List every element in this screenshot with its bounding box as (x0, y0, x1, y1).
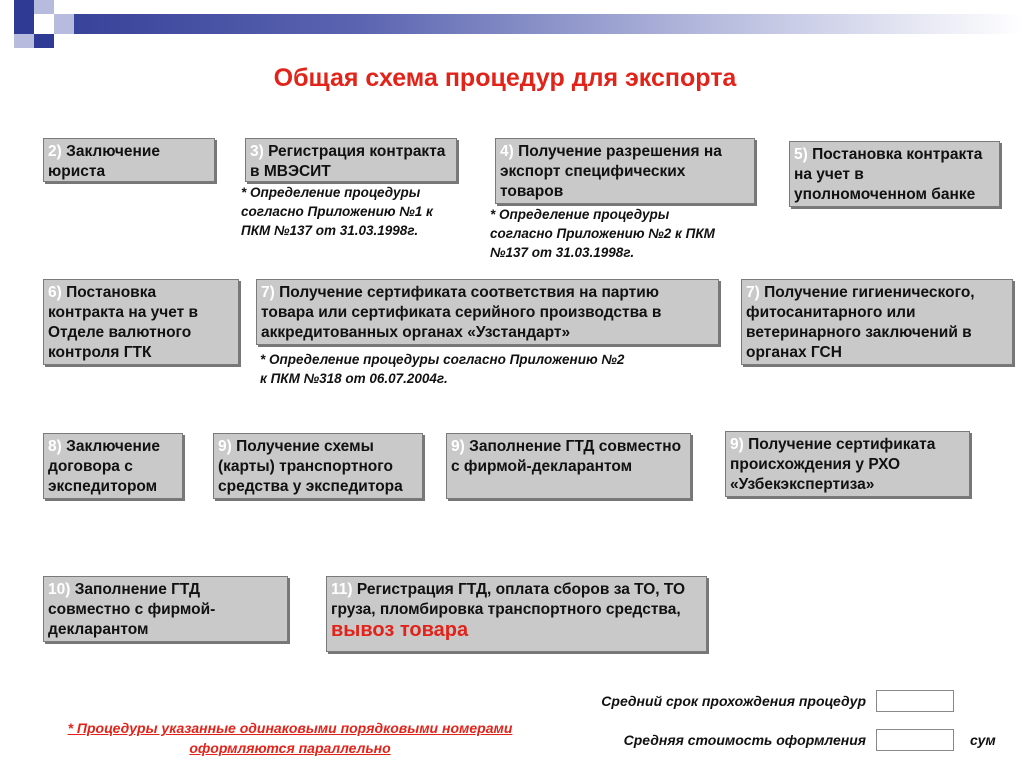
procedure-box-gtd-fill: 9) Заполнение ГТД совместно с фирмой-декларантом (446, 433, 691, 499)
decor-square (14, 34, 34, 48)
avg-time-field[interactable] (876, 690, 954, 712)
currency-label: сум (970, 732, 996, 748)
procedure-box-registration: 3) Регистрация контракта в МВЭСИТ (245, 138, 457, 182)
avg-cost-field[interactable] (876, 729, 954, 751)
note-export-permit: * Определение процедуры согласно Приложению №2 к ПКМ №137 от 31.03.1998г. (490, 207, 715, 260)
avg-cost-label: Средняя стоимость оформления (623, 732, 866, 748)
decor-square (34, 0, 54, 14)
procedure-box-lawyer: 2) Заключение юриста (43, 138, 215, 182)
procedure-box-gtd-registration: 11) Регистрация ГТД, оплата сборов за ТО, ТО груза, пломбировка транспортного средства, вывоз товара (326, 576, 707, 652)
procedure-box-bank: 5) Постановка контракта на учет в уполномоченном банке (789, 141, 1000, 207)
note-certificate: * Определение процедуры согласно Приложению №2 к ПКМ №318 от 06.07.2004г. (260, 352, 625, 386)
procedure-box-hygiene: 7) Получение гигиенического, фитосанитарного или ветеринарного заключений в органах ГСН (741, 279, 1013, 365)
procedure-box-export-permit: 4) Получение разрешения на экспорт специфических товаров (495, 138, 755, 204)
procedure-box-certificate: 7) Получение сертификата соответствия на партию товара или сертификата серийного производства в аккредитованных органах «Узстандарт» (256, 279, 719, 345)
decor-square (14, 0, 34, 14)
decor-square (54, 14, 74, 34)
decor-square (34, 14, 54, 34)
parallel-procedures-note: * Процедуры указанные одинаковыми порядковыми номерами оформляются параллельно (67, 720, 513, 756)
note-registration: * Определение процедуры согласно Приложению №1 к ПКМ №137 от 31.03.1998г. (241, 185, 433, 238)
avg-time-label: Средний срок прохождения процедур (601, 693, 866, 709)
export-highlight: вывоз товара (331, 619, 469, 641)
procedure-box-origin-certificate: 9) Получение сертификата происхождения у РХО «Узбекэкспертиза» (725, 431, 970, 497)
procedure-box-gtd-fill-2: 10) Заполнение ГТД совместно с фирмой-декларантом (43, 576, 288, 642)
page-title: Общая схема процедур для экспорта (273, 64, 737, 92)
procedure-box-vehicle-scheme: 9) Получение схемы (карты) транспортного средства у экспедитора (213, 433, 423, 499)
decor-square (0, 14, 14, 34)
decor-square (14, 14, 34, 34)
procedure-box-forwarder-contract: 8) Заключение договора с экспедитором (43, 433, 183, 499)
decor-square (34, 34, 54, 48)
procedure-box-currency-control: 6) Постановка контракта на учет в Отделе валютного контроля ГТК (43, 279, 239, 365)
header-gradient-bar (0, 14, 1024, 34)
